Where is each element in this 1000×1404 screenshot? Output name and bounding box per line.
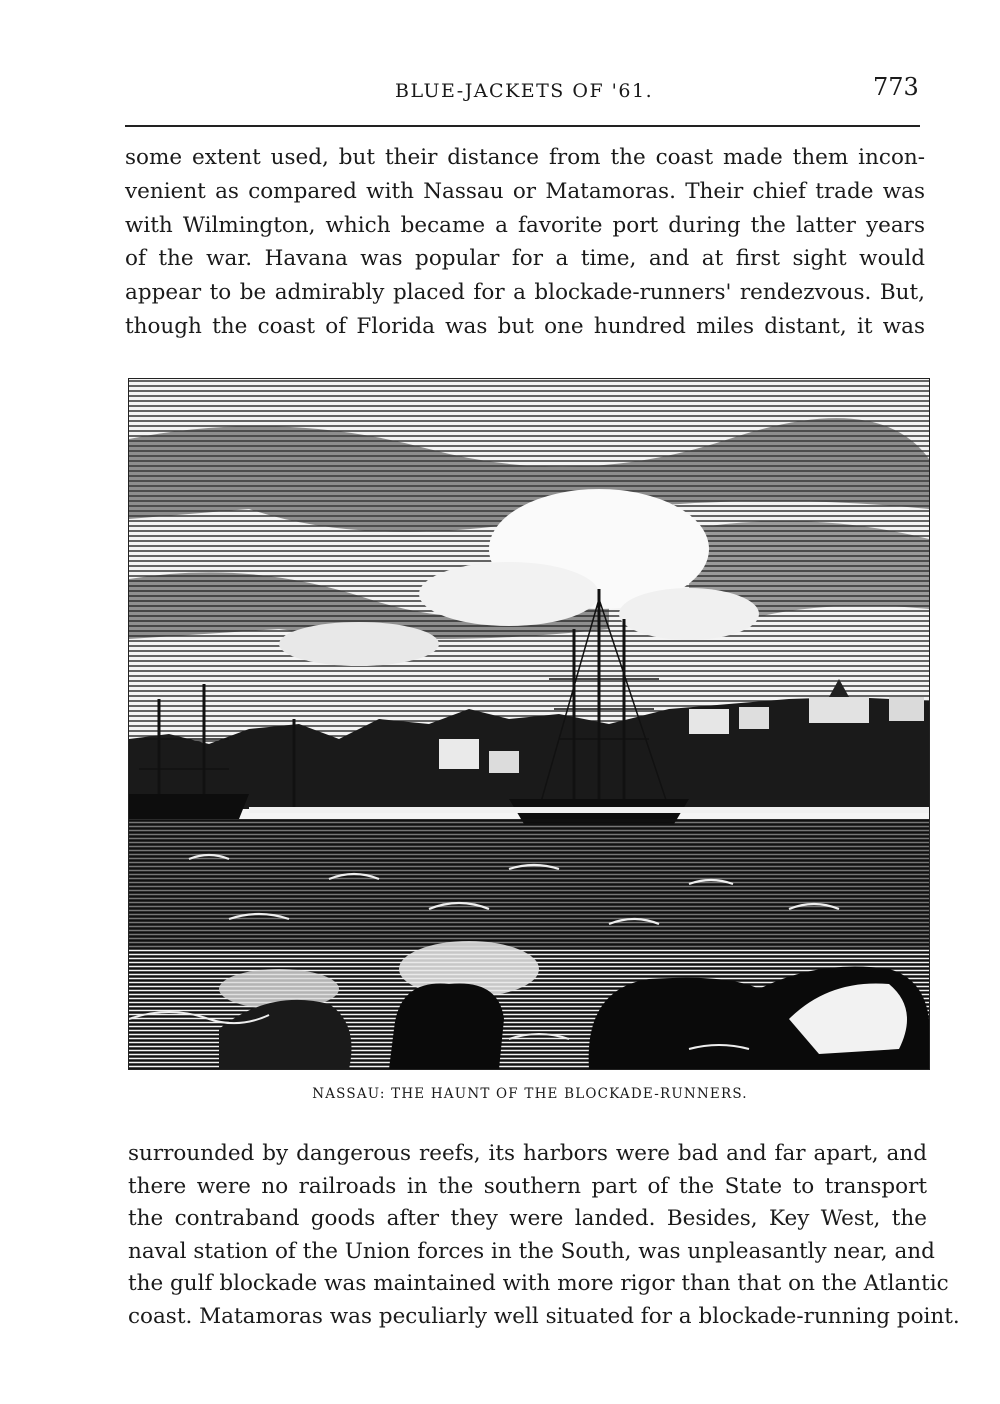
paragraph-bottom: [128, 1138, 960, 1334]
running-head: [0, 70, 1000, 110]
building: [689, 709, 729, 734]
bright-cloud: [419, 562, 599, 626]
bright-cloud: [619, 588, 759, 640]
bright-cloud: [279, 622, 439, 666]
building: [809, 697, 869, 723]
text-line: venient as compared with Nassau or Matamoras. Their chief trade was: [125, 178, 925, 204]
building: [489, 751, 519, 773]
building: [889, 697, 924, 721]
text-line: of the war. Havana was popular for a time, and at first sight would: [125, 246, 925, 272]
text-line: the contraband goods after they were landed. Besides, Key West, the: [128, 1206, 927, 1232]
text-line: appear to be admirably placed for a blockade-runners' rendezvous. But,: [125, 280, 925, 306]
header-rule: [125, 125, 920, 127]
text-line: though the coast of Florida was but one hundred miles distant, it was: [125, 313, 925, 339]
text-line: there were no railroads in the southern part of the State to transport: [128, 1173, 927, 1199]
figure-caption: [0, 1086, 1000, 1102]
text-line: coast. Matamoras was peculiarly well situated for a blockade-running point.: [128, 1303, 960, 1329]
text-line: surrounded by dangerous reefs, its harbors were bad and far apart, and: [128, 1141, 927, 1166]
engraving-figure: [128, 378, 930, 1070]
text-line: some extent used, but their distance from the coast made them incon-: [125, 145, 925, 170]
shoreline: [249, 807, 929, 813]
page-number: 773: [873, 73, 919, 101]
building: [739, 707, 769, 729]
caption-text: NASSAU: THE HAUNT OF THE BLOCKADE-RUNNERS.: [312, 1086, 748, 1102]
text-line: the gulf blockade was maintained with more rigor than that on the Atlantic: [128, 1271, 949, 1297]
harbor-engraving: [129, 379, 929, 1069]
building: [439, 739, 479, 769]
water-shadow: [129, 819, 929, 949]
text-line: with Wilmington, which became a favorite port during the latter years: [125, 212, 925, 238]
running-title: BLUE-JACKETS OF '61.: [395, 80, 654, 102]
paragraph-top: [125, 141, 925, 344]
ship-hull: [129, 794, 249, 819]
text-line: naval station of the Union forces in the South, was unpleasantly near, and: [128, 1238, 935, 1264]
